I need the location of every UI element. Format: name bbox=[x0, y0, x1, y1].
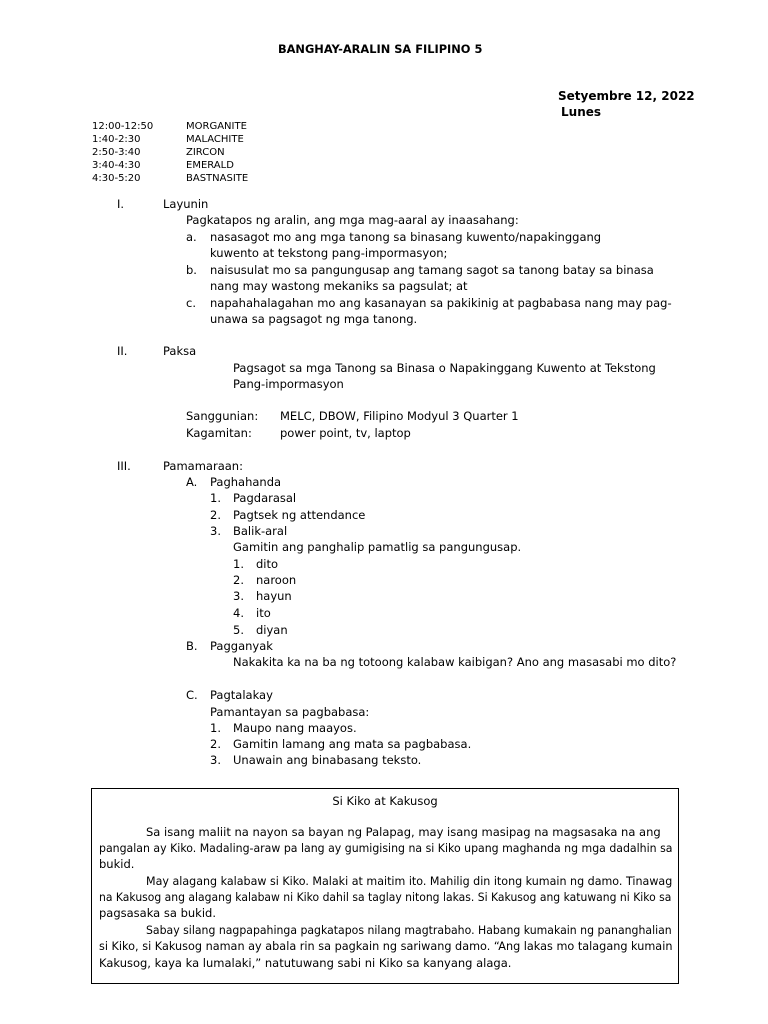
list-number: 3. bbox=[210, 753, 221, 767]
list-item: ito bbox=[256, 606, 271, 620]
list-item: Gamitin lamang ang mata sa pagbabasa. bbox=[233, 737, 472, 751]
objectives-intro: Pagkatapos ng aralin, ang mga mag-aaral ay inaasahang: bbox=[186, 213, 519, 227]
list-number: 3. bbox=[233, 589, 244, 603]
story-line: pagsasaka sa bukid. bbox=[99, 906, 216, 920]
sanggunian-value: MELC, DBOW, Filipino Modyul 3 Quarter 1 bbox=[280, 409, 519, 423]
document-title: BANGHAY-ARALIN SA FILIPINO 5 bbox=[277, 42, 483, 56]
kagamitan-value: power point, tv, laptop bbox=[280, 426, 411, 440]
story-line: bukid. bbox=[99, 857, 135, 871]
schedule-section: BASTNASITE bbox=[186, 173, 249, 184]
objective-text: napahahalagahan mo ang kasanayan sa pakikinig at pagbabasa nang may pag- bbox=[210, 296, 672, 310]
story-line: May alagang kalabaw si Kiko. Malaki at maitim ito. Mahilig din itong kumain ng damo. Tinawag bbox=[146, 874, 673, 888]
section-heading: Pamamaraan: bbox=[163, 459, 243, 473]
objective-text: nasasagot mo ang mga tanong sa binasang kuwento/napakinggang bbox=[210, 230, 602, 244]
list-item: naroon bbox=[256, 573, 297, 587]
section-number: I. bbox=[117, 197, 125, 211]
list-marker: a. bbox=[186, 230, 197, 244]
lesson-date: Setyembre 12, 2022 bbox=[558, 89, 695, 103]
list-number: 2. bbox=[210, 508, 221, 522]
list-number: 1. bbox=[233, 557, 244, 571]
kagamitan-label: Kagamitan: bbox=[186, 426, 252, 440]
topic-text: Pagsagot sa mga Tanong sa Binasa o Napakinggang Kuwento at Tekstong bbox=[233, 361, 656, 375]
story-line: Kakusog, kaya ka lumalaki,” natutuwang sabi ni Kiko sa kanyang alaga. bbox=[99, 956, 512, 970]
schedule-time: 12:00-12:50 bbox=[92, 121, 154, 132]
list-number: 1. bbox=[210, 491, 221, 505]
list-item: Maupo nang maayos. bbox=[233, 721, 357, 735]
schedule-time: 2:50-3:40 bbox=[92, 147, 141, 158]
subsection-heading: Pagganyak bbox=[210, 639, 273, 653]
schedule-section: MALACHITE bbox=[186, 134, 244, 145]
lesson-day: Lunes bbox=[561, 105, 602, 119]
list-marker: b. bbox=[186, 263, 197, 277]
motivation-question: Nakakita ka na ba ng totoong kalabaw kaibigan? Ano ang masasabi mo dito? bbox=[233, 655, 677, 669]
story-line: pangalan ay Kiko. Madaling-araw pa lang ay gumigising na si Kiko upang maghanda ng mga dadalhin sa bbox=[99, 841, 673, 855]
subsection-marker: B. bbox=[186, 639, 198, 653]
list-number: 4. bbox=[233, 606, 244, 620]
list-item: Balik-aral bbox=[233, 524, 288, 538]
list-item: hayun bbox=[256, 589, 292, 603]
subsection-heading: Paghahanda bbox=[210, 475, 282, 489]
section-number: II. bbox=[117, 344, 128, 358]
topic-text: Pang-impormasyon bbox=[233, 377, 344, 391]
section-heading: Layunin bbox=[163, 197, 209, 211]
objective-text: naisusulat mo sa pangungusap ang tamang sagot sa tanong batay sa binasa bbox=[210, 263, 654, 277]
list-item: dito bbox=[256, 557, 279, 571]
list-item: Unawain ang binabasang teksto. bbox=[233, 753, 422, 767]
list-number: 2. bbox=[233, 573, 244, 587]
story-line: si Kiko, si Kakusog naman ay abala rin sa pagkain ng sariwang damo. “Ang lakas mo talagang kumain bbox=[99, 939, 673, 953]
objective-text: nang may wastong mekaniks sa pagsulat; at bbox=[210, 279, 468, 293]
story-title: Si Kiko at Kakusog bbox=[332, 794, 438, 808]
list-item: Pagtsek ng attendance bbox=[233, 508, 366, 522]
schedule-time: 4:30-5:20 bbox=[92, 173, 141, 184]
list-marker: c. bbox=[186, 296, 196, 310]
subsection-marker: A. bbox=[186, 475, 198, 489]
schedule-time: 1:40-2:30 bbox=[92, 134, 141, 145]
objective-text: kuwento at tekstong pang-impormasyon; bbox=[210, 246, 448, 260]
schedule-section: EMERALD bbox=[186, 160, 234, 171]
story-line: Sa isang maliit na nayon sa bayan ng Palapag, may isang masipag na magsasaka na ang bbox=[146, 825, 661, 839]
story-line: Sabay silang nagpapahinga pagkatapos nilang magtrabaho. Habang kumakain ng pananghalian bbox=[146, 923, 672, 937]
sanggunian-label: Sanggunian: bbox=[186, 409, 259, 423]
story-line: na Kakusog ang alagang kalabaw ni Kiko dahil sa taglay nitong lakas. Si Kakusog ang katuwang ni Kiko sa bbox=[99, 890, 672, 904]
list-number: 1. bbox=[210, 721, 221, 735]
subsection-heading: Pagtalakay bbox=[210, 688, 273, 702]
list-number: 5. bbox=[233, 623, 244, 637]
reading-standards-heading: Pamantayan sa pagbabasa: bbox=[210, 705, 370, 719]
list-item: Pagdarasal bbox=[233, 491, 297, 505]
balik-aral-instruction: Gamitin ang panghalip pamatlig sa pangungusap. bbox=[233, 540, 522, 554]
list-item: diyan bbox=[256, 623, 288, 637]
list-number: 3. bbox=[210, 524, 221, 538]
list-number: 2. bbox=[210, 737, 221, 751]
schedule-section: ZIRCON bbox=[186, 147, 225, 158]
section-number: III. bbox=[117, 459, 131, 473]
subsection-marker: C. bbox=[186, 688, 198, 702]
schedule-time: 3:40-4:30 bbox=[92, 160, 141, 171]
objective-text: unawa sa pagsagot ng mga tanong. bbox=[210, 312, 418, 326]
section-heading: Paksa bbox=[163, 344, 197, 358]
schedule-section: MORGANITE bbox=[186, 121, 247, 132]
